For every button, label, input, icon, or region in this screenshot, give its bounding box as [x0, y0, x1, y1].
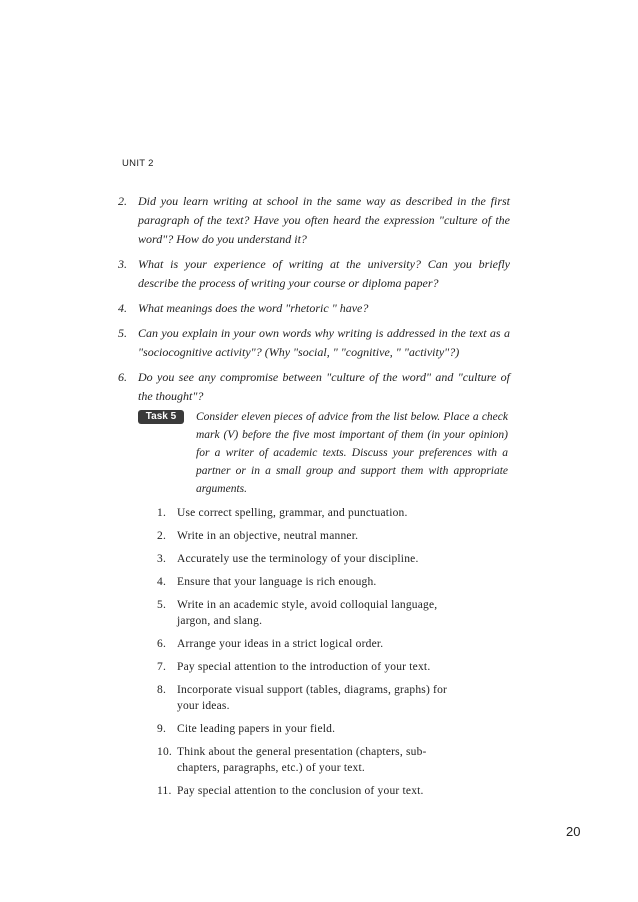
list-item: [157, 551, 457, 567]
list-item: [157, 659, 457, 675]
question-text: Did you learn writing at school in the same way as described in the first paragraph of the text? Have you often heard the expression "culture of the word"? How do you understand it?: [138, 194, 510, 246]
unit-header: UNIT 2: [122, 158, 154, 169]
list-item-number: 5.: [157, 599, 167, 611]
list-item-number: 7.: [157, 661, 167, 673]
list-item-text: Pay special attention to the conclusion of your text.: [177, 785, 424, 797]
question-number: 2.: [118, 194, 127, 208]
list-item: [157, 682, 457, 714]
list-item-number: 2.: [157, 530, 167, 542]
question-text: Can you explain in your own words why writing is addressed in the text as a "sociocognitive activity"? (Why "social, " "cognitive, " "activity"?): [138, 326, 510, 359]
list-item-number: 8.: [157, 684, 167, 696]
question-number: 4.: [118, 301, 127, 315]
advice-list: [157, 505, 457, 806]
question-item: [118, 299, 510, 318]
question-text: What is your experience of writing at the university? Can you briefly describe the process of writing your course or diploma paper?: [138, 257, 510, 290]
question-item: [118, 192, 510, 249]
list-item-text: Ensure that your language is rich enough.: [177, 576, 377, 588]
list-item-text: Accurately use the terminology of your discipline.: [177, 553, 419, 565]
task-badge: Task 5: [138, 410, 184, 424]
question-item: [118, 324, 510, 362]
list-item-text: Write in an academic style, avoid colloquial language, jargon, and slang.: [177, 599, 438, 627]
question-number: 6.: [118, 370, 127, 384]
list-item-text: Cite leading papers in your field.: [177, 723, 336, 735]
list-item-number: 6.: [157, 638, 167, 650]
list-item-number: 3.: [157, 553, 167, 565]
list-item-text: Pay special attention to the introduction of your text.: [177, 661, 431, 673]
list-item: [157, 574, 457, 590]
question-item: [118, 368, 510, 406]
discussion-questions: [118, 192, 510, 412]
list-item: [157, 744, 457, 776]
list-item-number: 4.: [157, 576, 167, 588]
task-instructions: Consider eleven pieces of advice from the list below. Place a check mark (V) before the five most important of them (in your opinion) for a writer of academic texts. Discuss your preferences with a partner or in a small group and support them with appropriate arguments.: [196, 411, 508, 495]
list-item: [157, 505, 457, 521]
list-item: [157, 783, 457, 799]
list-item-number: 9.: [157, 723, 167, 735]
question-text: What meanings does the word "rhetoric " have?: [138, 301, 369, 315]
list-item: [157, 721, 457, 737]
list-item: [157, 528, 457, 544]
list-item: [157, 597, 457, 629]
list-item-number: 1.: [157, 507, 167, 519]
page-number: 20: [566, 824, 581, 839]
list-item-text: Incorporate visual support (tables, diagrams, graphs) for your ideas.: [177, 684, 448, 712]
list-item-number: 10.: [157, 746, 172, 758]
list-item: [157, 636, 457, 652]
list-item-text: Arrange your ideas in a strict logical order.: [177, 638, 384, 650]
list-item-text: Write in an objective, neutral manner.: [177, 530, 359, 542]
question-item: [118, 255, 510, 293]
list-item-text: Use correct spelling, grammar, and punctuation.: [177, 507, 408, 519]
question-number: 5.: [118, 326, 127, 340]
list-item-text: Think about the general presentation (chapters, sub-chapters, paragraphs, etc.) of your text.: [177, 746, 427, 774]
list-item-number: 11.: [157, 785, 172, 797]
question-number: 3.: [118, 257, 127, 271]
question-text: Do you see any compromise between "culture of the word" and "culture of the thought"?: [138, 370, 510, 403]
